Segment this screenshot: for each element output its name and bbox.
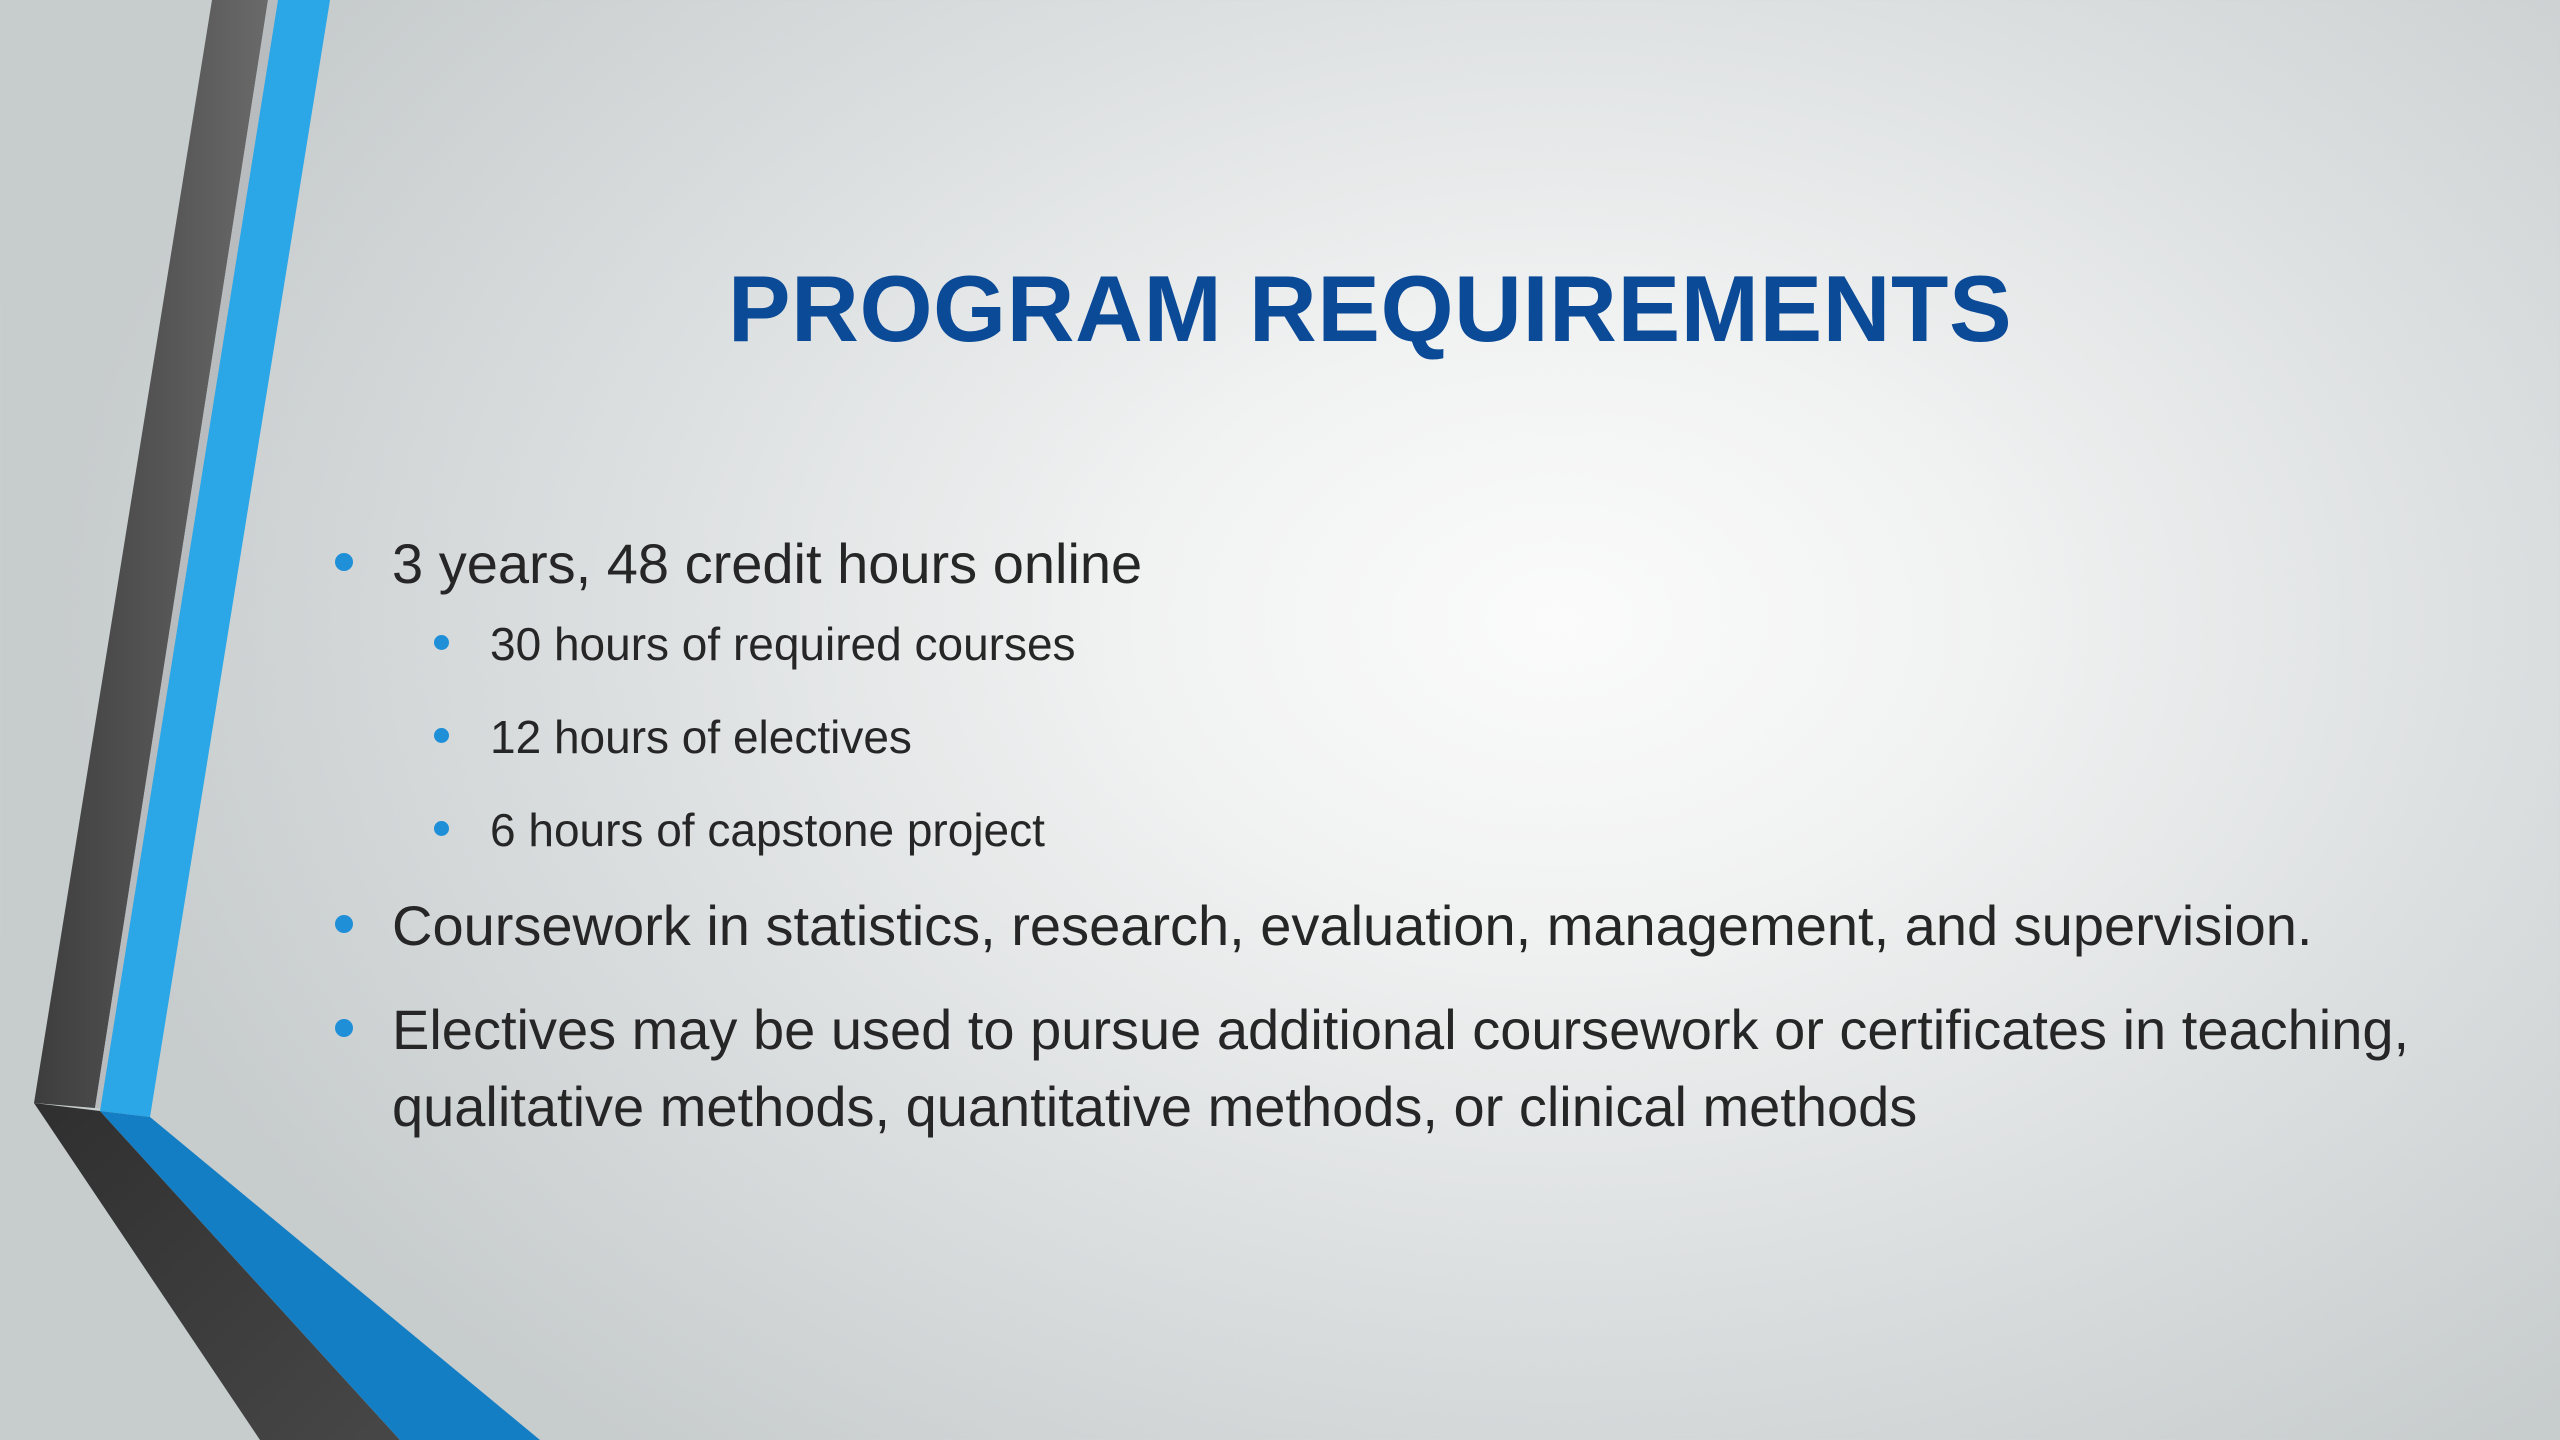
bullet-dot-icon <box>434 728 449 743</box>
bullet-text: 3 years, 48 credit hours online <box>392 532 1143 595</box>
sub-bullet-item-electives <box>490 707 2480 767</box>
sub-bullet-text: 30 hours of required courses <box>490 618 1076 670</box>
bullet-dot-icon <box>335 915 353 933</box>
bullet-dot-icon <box>335 1019 353 1037</box>
slide-title: PROGRAM REQUIREMENTS <box>727 256 2013 361</box>
bullet-text: Electives may be used to pursue additional coursework or certificates in teaching, qualitative methods, quantitative methods, or clinical methods <box>392 998 2410 1138</box>
bullet-dot-icon <box>434 635 449 650</box>
sub-bullet-item-required-courses <box>490 614 2480 674</box>
bullet-text: Coursework in statistics, research, evaluation, management, and supervision. <box>392 894 2313 957</box>
sub-bullet-list <box>330 614 2480 860</box>
bullet-list <box>330 525 2480 1172</box>
bullet-dot-icon <box>335 553 353 571</box>
bullet-item-electives-use <box>330 991 2480 1145</box>
sub-bullet-text: 12 hours of electives <box>490 711 912 763</box>
bullet-dot-icon <box>434 821 449 836</box>
bullet-item-credit-hours <box>330 525 2480 860</box>
sub-bullet-item-capstone <box>490 800 2480 860</box>
sub-bullet-text: 6 hours of capstone project <box>490 804 1045 856</box>
bullet-item-coursework <box>330 887 2480 964</box>
